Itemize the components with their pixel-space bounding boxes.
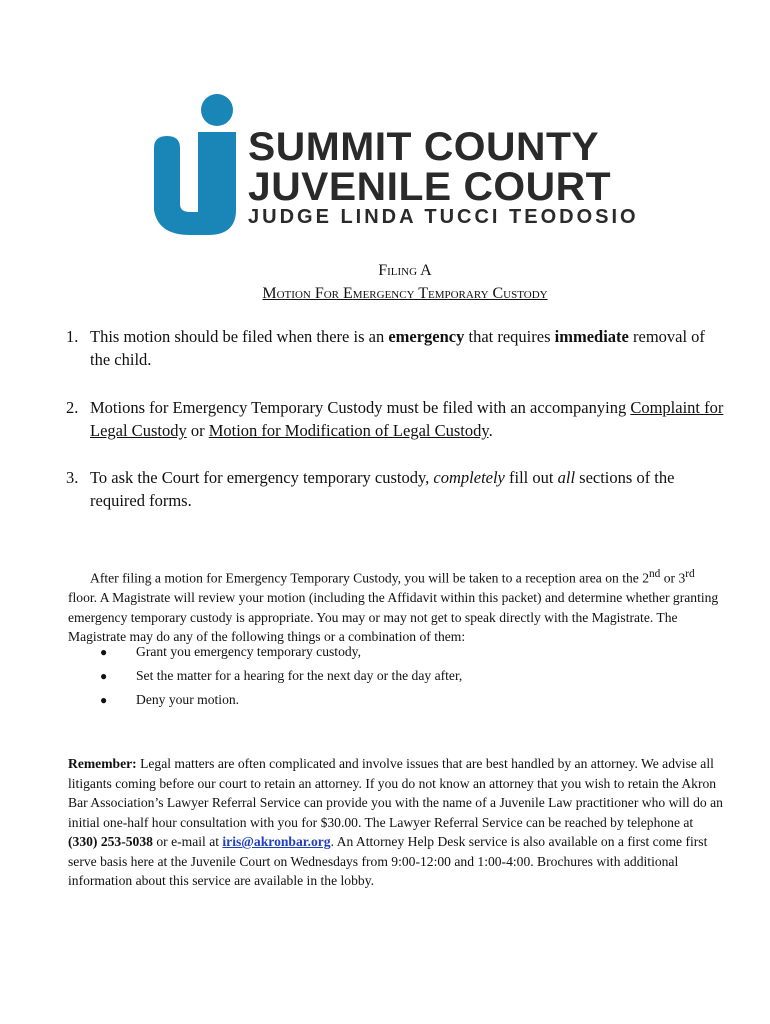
numbered-item-3: [66, 466, 726, 512]
item-number: 3.: [66, 468, 79, 487]
item-text: This motion should be filed when there is an emergency that requires immediate removal of the child.: [90, 327, 705, 369]
logo-line-2: JUVENILE COURT: [248, 165, 612, 209]
process-paragraph: After filing a motion for Emergency Temporary Custody, you will be taken to a reception area on the 2nd or 3rd floor. A Magistrate will review your motion (including the Affidavit within this packet) and determine whether granting emergency temporary custody is appropriate. You may or may not get to speak directly with the Magistrate. The Magistrate may do any of the following things or a combination of them:: [68, 568, 719, 645]
document-title-line-2: Motion For Emergency Temporary Custody: [262, 285, 548, 302]
bullet-icon: ●: [100, 669, 108, 683]
logo-line-1: SUMMIT COUNTY: [248, 125, 600, 169]
emphasis-all: all: [557, 468, 576, 487]
court-logo: [150, 92, 650, 237]
item-text: Motions for Emergency Temporary Custody must be filed with an accompanying Complaint for Legal Custody or Motion for Modification of Legal Custody.: [90, 398, 724, 440]
list-item: ● Grant you emergency temporary custody,: [100, 640, 700, 664]
remember-label: Remember:: [68, 756, 137, 771]
numbered-item-1: [66, 325, 726, 371]
complaint-legal-custody-ref: Complaint for Legal Custody: [90, 398, 724, 440]
bullet-icon: ●: [100, 645, 108, 659]
phone-number: (330) 253-5038: [68, 834, 153, 849]
item-number: 1.: [66, 327, 79, 346]
email-link[interactable]: iris@akronbar.org: [222, 834, 331, 849]
magistrate-options-list: [100, 640, 700, 712]
motion-modification-ref: Motion for Modification of Legal Custody: [208, 421, 489, 440]
list-item: ● Deny your motion.: [100, 688, 700, 712]
numbered-item-2: [66, 396, 726, 442]
list-item: ● Set the matter for a hearing for the next day or the day after,: [100, 664, 700, 688]
logo-line-3: JUDGE LINDA TUCCI TEODOSIO: [248, 206, 639, 228]
remember-paragraph: Remember: Legal matters are often complicated and involve issues that are best handled by an attorney. We advise all litigants coming before our court to retain an attorney. If you do not know an attorney that you wish to retain the Akron Bar Association’s Lawyer Referral Service can provide you with the name of a Juvenile Law practitioner who will do an initial one-half hour consultation with you for $30.00. The Lawyer Referral Service can be reached by telephone at (330) 253-5038 or e-mail at iris@akronbar.org. An Attorney Help Desk service is also available on a first come first serve basis here at the Juvenile Court on Wednesdays from 9:00-12:00 and 1:00-4:00. Brochures with additional information about this service are available in the lobby.: [68, 756, 723, 888]
emphasis-emergency: emergency: [388, 327, 465, 346]
emphasis-immediate: immediate: [554, 327, 629, 346]
emphasis-completely: completely: [433, 468, 505, 487]
item-number: 2.: [66, 398, 79, 417]
court-logo-mark-icon: [150, 92, 250, 237]
document-title-line-1: Filing A: [378, 262, 432, 279]
item-text: To ask the Court for emergency temporary custody, completely fill out all sections of the required forms.: [90, 468, 675, 510]
bullet-icon: ●: [100, 693, 108, 707]
